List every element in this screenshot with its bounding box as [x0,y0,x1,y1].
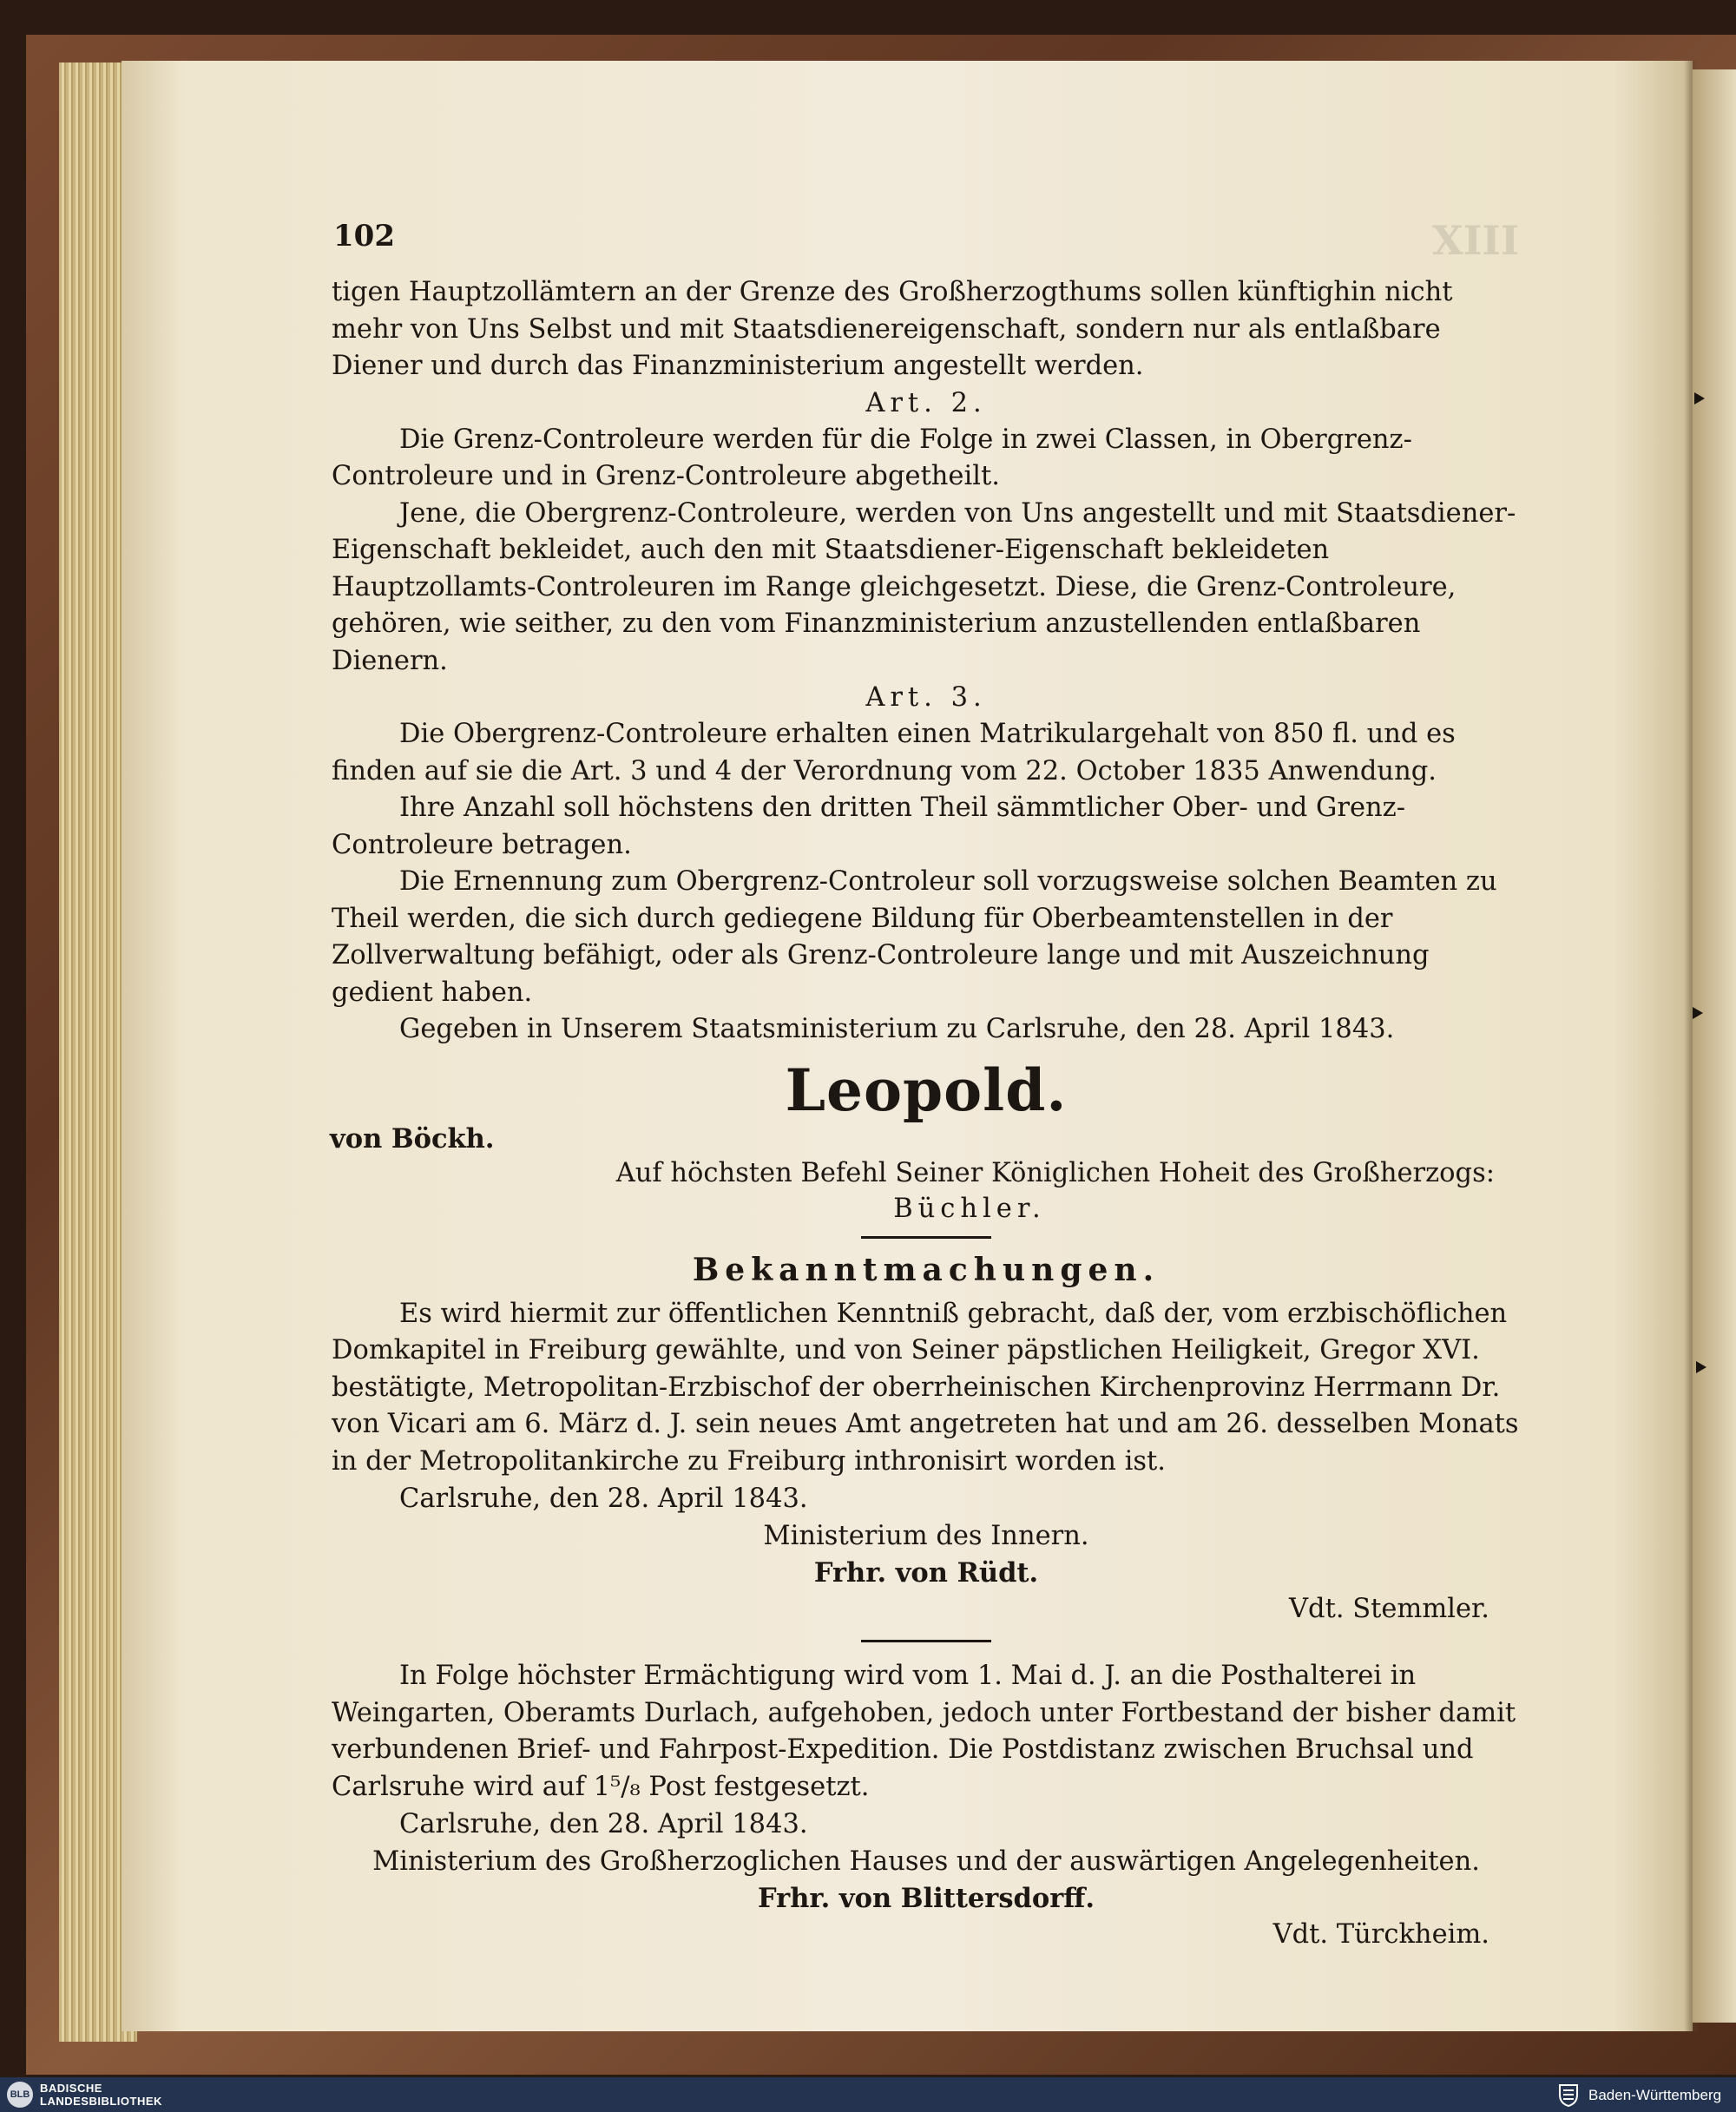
notice2-signer: Frhr. von Blittersdorff. [758,1883,1095,1914]
section-heading: Bekanntmachungen. [692,1251,1161,1288]
library-name-line1: BADISCHE [40,2082,102,2095]
notice1-date: Carlsruhe, den 28. April 1843. [399,1484,808,1514]
paragraph-art3-c: Die Ernennung zum Obergrenz-Controleur soll vorzugsweise solchen Beamten zu Theil werden, die sich durch gediegene Bildung für Oberbeamtenstellen in der Zollverwaltung befähigt, oder als Grenz-Controleure lange und mit Auszeichnung gedient haben. [332,866,1497,1008]
facing-page-edge [1693,69,1736,2023]
notice1-ministry: Ministerium des Innern. [763,1521,1089,1551]
notice1-text: Es wird hiermit zur öffentlichen Kenntniß gebracht, daß der, vom erzbischöflichen Domkapitel in Freiburg gewählte, und von Seiner päpstlichen Heiligkeit, Gregor XVI. bestätigte, Metropolitan-Erzbischof der oberrheinischen Kirchenprovinz Herrmann Dr. von Vicari am 6. März d. J. sein neues Amt angetreten hat und am 26. desselben Monats in der Metropolitankirche zu Freiburg inthronisirt worden ist. [332,1298,1519,1477]
baden-wuerttemberg-crest-icon [1555,2082,1581,2107]
margin-mark [1693,1007,1703,1019]
library-name-line2: LANDESBIBLIOTHEK [40,2095,162,2108]
paragraph-art3-b: Ihre Anzahl soll höchstens den dritten Theil sämmtlicher Ober- und Grenz-Controleure betragen. [332,793,1406,860]
article-heading-2: Art. 2. [865,387,987,418]
blb-logo-icon[interactable]: BLB [7,2082,33,2108]
countersign-name: Büchler. [893,1193,1046,1224]
notice2-text: In Folge höchster Ermächtigung wird vom 1. Mai d. J. an die Posthalterei in Weingarten, Oberamts Durlach, aufgehoben, jedoch unter Fortbestand der bisher damit verbundenen Brief- und Fahrpost-Expedition. Die Postdistanz zwischen Bruchsal und Carlsruhe wird auf 1⁵/₈ Post festgesetzt. [332,1661,1516,1802]
viewer-footer-bar [0,2077,1736,2112]
bleed-through: XIII [1432,217,1520,264]
notice2-date: Carlsruhe, den 28. April 1843. [399,1809,808,1839]
article-heading-3: Art. 3. [865,682,987,713]
library-name[interactable] [40,2082,162,2108]
page-text [332,217,1521,1953]
divider [861,1640,991,1642]
margin-mark [1694,392,1705,405]
paragraph-art3: Die Obergrenz-Controleure erhalten einen Matrikulargehalt von 850 fl. und es finden auf sie die Art. 3 und 4 der Verordnung vom 22. October 1835 Anwendung. [332,719,1456,786]
notice1-vdt: Vdt. Stemmler. [1289,1594,1489,1624]
signature-leopold: Leopold. [785,1056,1068,1124]
paragraph-continuation: tigen Hauptzollämtern an der Grenze des Großherzogthums sollen künftighin nicht mehr von Uns Selbst und mit Staatsdienereigenschaft, sondern nur als entlaßbare Diener und durch das Finanzministerium angestellt werden. [332,277,1453,381]
paragraph-art2-b: Jene, die Obergrenz-Controleure, werden von Uns angestellt und mit Staatsdiener-Eigenschaft bekleidet, auch den mit Staatsdiener-Eigenschaft bekleideten Hauptzollamts-Controleuren im Range gleichgesetzt. Diese, die Grenz-Controleure, gehören, wie seither, zu den vom Finanzministerium anzustellenden entlaßbaren Dienern. [332,497,1516,676]
notice2-ministry: Ministerium des Großherzoglichen Hauses und der auswärtigen Angelegenheiten. [372,1846,1480,1877]
margin-mark [1696,1361,1706,1373]
notice1-signer: Frhr. von Rüdt. [813,1557,1039,1589]
countersign-left: von Böckh. [330,1122,495,1155]
notice2-vdt: Vdt. Türckheim. [1272,1919,1489,1950]
paragraph-given: Gegeben in Unserem Staatsministerium zu Carlsruhe, den 28. April 1843. [399,1014,1395,1044]
page-number: 102 [333,219,395,253]
countersign-order: Auf höchsten Befehl Seiner Königlichen Hoheit des Großherzogs: [615,1157,1495,1188]
state-name[interactable]: Baden-Württemberg [1588,2087,1722,2103]
paragraph-art2: Die Grenz-Controleure werden für die Folge in zwei Classen, in Obergrenz-Controleure und in Grenz-Controleure abgetheilt. [332,424,1412,491]
divider [861,1236,991,1239]
